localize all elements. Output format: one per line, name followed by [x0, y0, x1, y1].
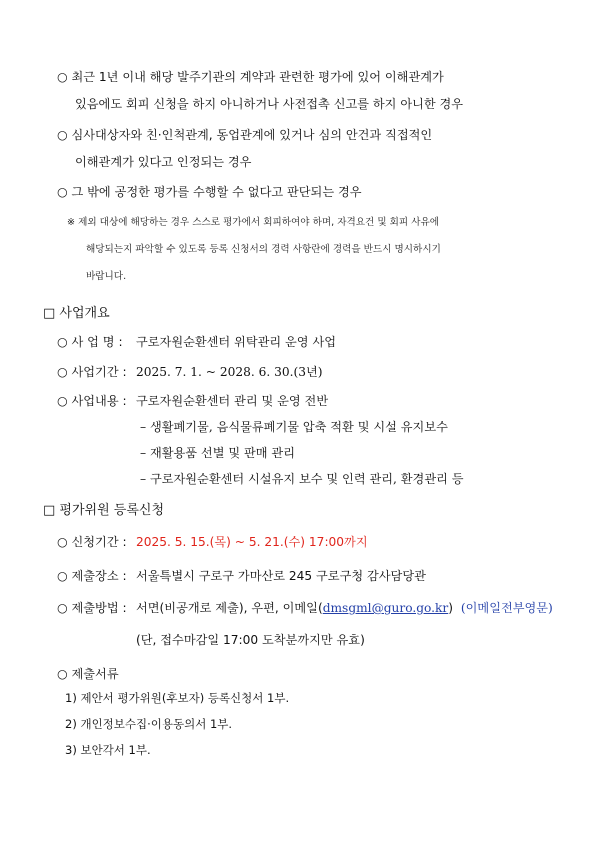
document-item: 3) 보안각서 1부.: [65, 743, 151, 757]
submission-method-label: ○ 제출방법 :: [57, 601, 127, 615]
submission-method-value: 서면(비공개로 제출), 우편, 이메일: [136, 601, 318, 615]
criterion-2-line-1: ○ 심사대상자와 친·인척관계, 동업관계에 있거나 심의 안건과 직접적인: [57, 128, 433, 142]
email-paren-open: (: [317, 601, 323, 615]
overview-heading: □ 사업개요: [43, 306, 110, 321]
note-line-2: 해당되는지 파악할 수 있도록 등록 신청서의 경력 사항란에 경력을 반드시 명시하시기: [86, 244, 441, 255]
note-line-3: 바랍니다.: [86, 271, 127, 282]
project-period-label: ○ 사업기간 :: [57, 365, 127, 379]
content-item: – 생활폐기물, 음식물류폐기물 압축 적환 및 시설 유지보수: [140, 420, 448, 434]
project-name-value: 구로자원순환센터 위탁관리 운영 사업: [136, 335, 336, 349]
document-item: 1) 제안서 평가위원(후보자) 등록신청서 1부.: [65, 691, 290, 705]
submission-place-value: 서울특별시 구로구 가마산로 245 구로구청 감사담당관: [136, 569, 426, 583]
criterion-1-line-1: ○ 최근 1년 이내 해당 발주기관의 계약과 관련한 평가에 있어 이해관계가: [57, 70, 444, 84]
application-period-value: 2025. 5. 15.(목) ~ 5. 21.(수) 17:00까지: [136, 535, 368, 549]
application-period-label: ○ 신청기간 :: [57, 535, 127, 549]
project-content-label: ○ 사업내용 :: [57, 394, 127, 408]
criterion-3-line-1: ○ 그 밖에 공정한 평가를 수행할 수 없다고 판단되는 경우: [57, 185, 362, 199]
document-item: 2) 개인정보수집·이용동의서 1부.: [65, 717, 233, 731]
note-line-1: ※ 제외 대상에 해당하는 경우 스스로 평가에서 회피하여야 하며, 자격요건 및 회피 사유에: [67, 217, 440, 228]
criterion-2-line-2: 이해관계가 있다고 인정되는 경우: [75, 155, 252, 169]
documents-label: ○ 제출서류: [57, 667, 119, 681]
project-content-value: 구로자원순환센터 관리 및 운영 전반: [136, 394, 329, 408]
email-link[interactable]: dmsgml@guro.go.kr: [322, 601, 449, 615]
content-item: – 재활용품 선별 및 판매 관리: [140, 446, 295, 460]
criterion-1-line-2: 있음에도 회피 신청을 하지 아니하거나 사전접촉 신고를 하지 아니한 경우: [75, 97, 464, 111]
submission-place-label: ○ 제출장소 :: [57, 569, 127, 583]
submission-method-row: [136, 599, 553, 616]
email-paren-close: ): [448, 601, 454, 615]
project-name-label: ○ 사 업 명 :: [57, 335, 123, 349]
registration-heading: □ 평가위원 등록신청: [43, 503, 165, 518]
project-period-value: 2025. 7. 1. ~ 2028. 6. 30.(3년): [136, 365, 323, 379]
submission-method-note: (단, 접수마감일 17:00 도착분까지만 유효): [136, 633, 365, 647]
content-item: – 구로자원순환센터 시설유지 보수 및 인력 관리, 환경관리 등: [140, 472, 464, 486]
email-note: (이메일전부영문): [460, 601, 553, 615]
